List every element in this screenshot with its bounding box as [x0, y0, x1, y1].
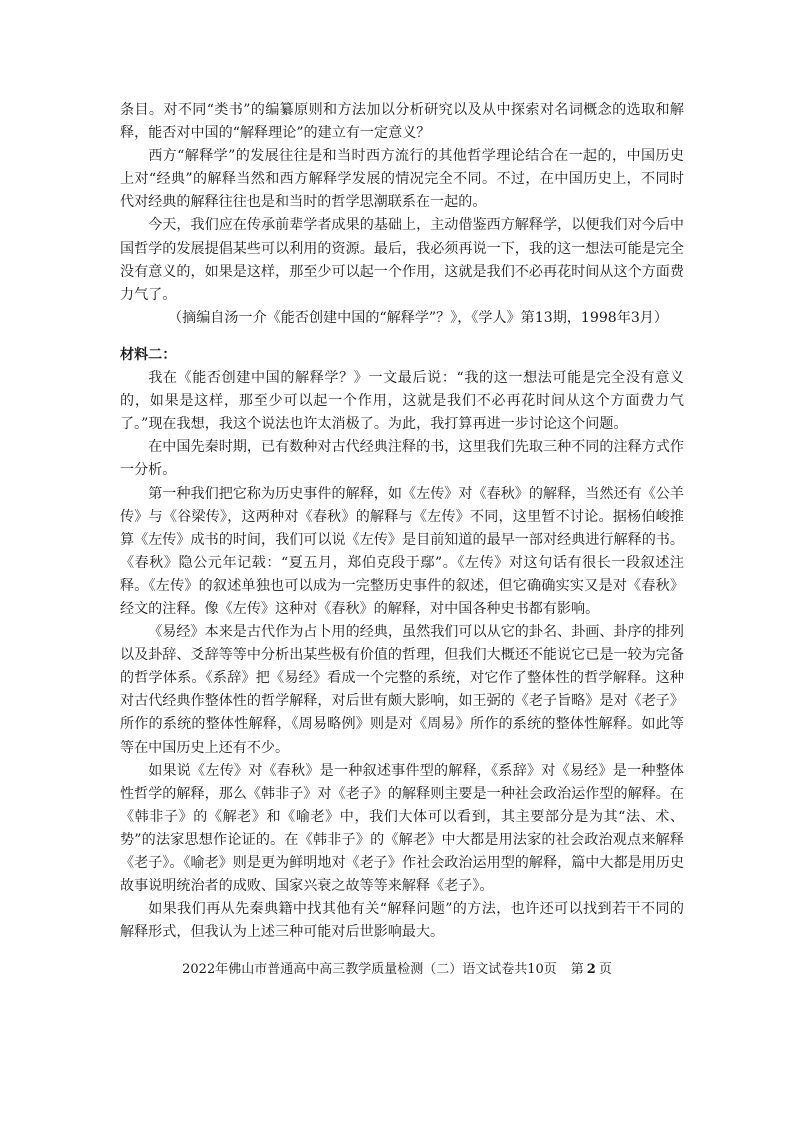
- paragraph: 第一种我们把它称为历史事件的解释，如《左传》对《春秋》的解释，当然还有《公羊传》与《谷梁传》，这两种对《春秋》的解释与《左传》不同，这里暂不讨论。据杨伯峻推算《左传》成书的时间，我们可以说《左传》是目前知道的最早一部对经典进行解释的书。《春秋》隐公元年记载：“夏五月，郑伯克段于鄢”。《左传》对这句话有很长一段叙述注释。《左传》的叙述单独也可以成为一完整历史事件的叙述，但它确确实实又是对《春秋》经文的注释。像《左传》这种对《春秋》的解释，对中国各种史书都有影响。: [120, 485, 684, 617]
- paragraph: 我在《能否创建中国的解释学？》一文最后说：“我的这一想法可能是完全没有意义的，如果是这样，那至少可以起一个作用，这就是我们不必再花时间从这个方面费力气了。”现在我想，我这个说法也许太消极了。为此，我打算再进一步讨论这个问题。: [120, 370, 684, 433]
- paragraph: 西方“解释学”的发展往往是和当时西方流行的其他哲学理论结合在一起的，中国历史上对“经典”的解释当然和西方解释学发展的情况完全不同。不过，在中国历史上，不同时代对经典的解释往往也是和当时的哲学思潮联系在一起的。: [120, 148, 684, 211]
- paragraph: 在中国先秦时期，已有数种对古代经典注释的书，这里我们先取三种不同的注释方式作一分析。: [120, 439, 684, 479]
- page-footer: [0, 960, 794, 980]
- paragraph: 今天，我们应在传承前辈学者成果的基础上，主动借鉴西方解释学，以便我们对今后中国哲学的发展提倡某些可以利用的资源。最后，我必须再说一下，我的这一想法可能是完全没有意义的，如果是这样，那至少可以起一个作用，这就是我们不必再花时间从这个方面费力气了。: [120, 217, 684, 303]
- source-citation: （摘编自汤一介《能否创建中国的“解释学”？》，《学人》第13期，1998年3月）: [168, 309, 668, 326]
- page-label: [571, 962, 612, 977]
- page-prefix: 第: [570, 962, 584, 977]
- paragraph: 如果我们再从先秦典籍中找其他有关“解释问题”的方法，也许还可以找到若干不同的解释形式，但我认为上述三种可能对后世影响最大。: [120, 901, 684, 941]
- paragraph: 如果说《左传》对《春秋》是一种叙述事件型的解释，《系辞》对《易经》是一种整体性哲学的解释，那么《韩非子》对《老子》的解释则主要是一种社会政治运作型的解释。在《韩非子》的《解老》和《喻老》中，我们大体可以看到，其主要部分是为其“法、术、势”的法家思想作论证的。在《韩非子》的《解老》中大都是用法家的社会政治观点来解释《老子》。《喻老》则是更为鲜明地对《老子》作社会政治运用型的解释，篇中大都是用历史故事说明统治者的成败、国家兴衰之故等等来解释《老子》。: [120, 762, 684, 895]
- page-number: 2: [586, 962, 596, 977]
- page-suffix: 页: [598, 962, 612, 977]
- exam-title: 2022年佛山市普通高中高三教学质量检测（二）语文试卷共10页: [182, 962, 557, 977]
- page-content: [120, 99, 684, 944]
- paragraph: 《易经》本来是古代作为占卜用的经典，虽然我们可以从它的卦名、卦画、卦序的排列以及卦辞、爻辞等等中分析出某些极有价值的哲理，但我们大概还不能说它已是一较为完备的哲学体系。《系辞》把《易经》看成一个完整的系统，对它作了整体性的哲学解释。这种对古代经典作整体性的哲学解释，对后世有颇大影响，如王弼的《老子旨略》是对《老子》所作的系统的整体性解释，《周易略例》则是对《周易》所作的系统的整体性解释。如此等等在中国历史上还有不少。: [120, 624, 684, 756]
- material-two-heading: 材料二：: [120, 346, 177, 363]
- paragraph-continuation: 条目。对不同“类书”的编纂原则和方法加以分析研究以及从中探索对名词概念的选取和解释，能否对中国的“解释理论”的建立有一定意义？: [120, 102, 684, 142]
